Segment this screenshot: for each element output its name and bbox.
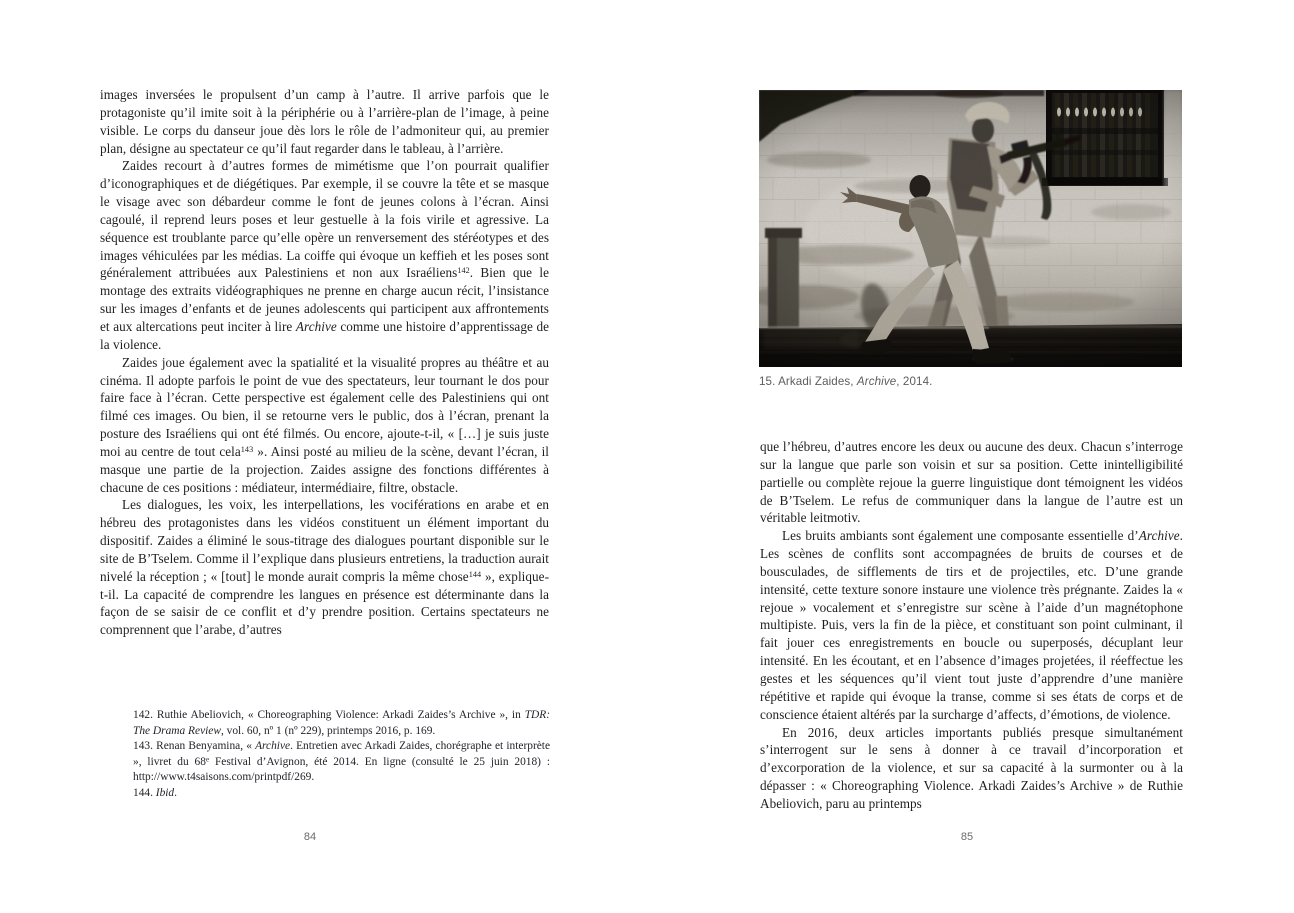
figure-photo [759,90,1182,367]
page-number-left: 84 [303,831,317,843]
page-number-right: 85 [960,831,974,843]
paragraph: 144. Ibid. [133,786,177,799]
left-page-body-text [100,86,549,639]
right-page-body-text [760,438,1183,813]
paragraph: Les dialogues, les voix, les interpellations, les vociférations en arabe et en hébreu des protagonistes dans les vidéos constituent un élément important du dispositif. Zaides a éliminé le sous-titrage des dialogues pourtant disponible sur le site de B’Tselem. Comme il l’explique dans plusieurs entretiens, la traduction aurait nivelé la réception ; « [tout] le monde aurait compris la même chose$^{144}$ », explique-t-il. La capacité de comprendre les langues en présence est déterminante dans la façon de se saisir de ce conflit et d’y prendre position. Certains spectateurs ne comprennent que l’arabe, d’autres [100,497,550,638]
paragraph: que l’hébreu, d’autres encore les deux ou aucune des deux. Chacun s’interroge sur la langue que parle son voisin et sur sa position. Cette inintelligibilité partielle ou complète rejoue la guerre linguistique dont témoignent les vidéos de B’Tselem. Le refus de communiquer dans la langue de l’autre est un véritable leitmotiv. [760,439,1183,526]
paragraph: Les bruits ambiants sont également une composante essentielle d’Archive. Les scènes de conflits sont accompagnées de bruits de courses et de bousculades, de sifflements de tirs et de projectiles, etc. D’une grande intensité, cette texture sonore instaure une violence très prégnante. Zaides la « rejoue » vocalement et s’enregistre sur scène à l’aide d’un magnétophone multipiste. Puis, vers la fin de la pièce, et constituant son point culminant, il fait jouer ces enregistrements en boucle ou superposés, décuplant leur intensité. En les écoutant, et en l’absence d’images projetées, il réeffectue les gestes et les séquences qu’il vient tout juste d’apprendre d’une manière répétitive et rapide qui évoque la transe, comme si ses états de corps et de conscience étaient altérés par la surcharge d’affects, d’émotions, de violence. [760,528,1183,722]
paragraph: images inversées le propulsent d’un camp à l’autre. Il arrive parfois que le protagoniste qu’il imite soit à la périphérie ou à l’arrière-plan de l’image, à peine visible. Le corps du danseur joue dès lors le rôle de l’admoniteur qui, au premier plan, désigne au spectateur ce qu’il faut regarder dans le tableau, à l’arrière. [100,87,549,156]
paragraph: Zaides recourt à d’autres formes de mimétisme que l’on pourrait qualifier d’iconographiques et de diégétiques. Par exemple, il se couvre la tête et se masque le visage avec son débardeur comme le font de jeunes colons à l’écran. Ainsi cagoulé, il reprend leurs poses et leur gestuelle à la fois virile et agressive. La séquence est troublante parce qu’elle opère un renversement des stéréotypes et des images véhiculées par les médias. La coiffe qui évoque un keffieh et les poses sont généralement attribuées aux Palestiniens et non aux Israéliens$^{142}$. Bien que le montage des extraits vidéographiques ne prenne en charge aucun récit, l’insistance sur les images d’enfants et de jeunes adolescents qui participent aux affrontements et aux altercations peut inciter à lire Archive comme une histoire d’apprentissage de la violence. [100,158,550,352]
paragraph: 143. Renan Benyamina, « Archive. Entretien avec Arkadi Zaides, chorégraphe et interprète », livret du 68e Festival d’Avignon, été 2014. En ligne (consulté le 25 juin 2018) : http://www.t4saisons.com/printpdf/269. [133,740,551,783]
paragraph: En 2016, deux articles importants publiés presque simultanément s’interrogent sur le sens à donner à ce travail d’incorporation et d’excorporation de la violence, et sur sa capacité à la surmonter ou à la dépasser : « Choreographing Violence. Arkadi Zaides’s Archive » de Ruthie Abeliovich, paru au printemps [760,724,1183,811]
photo-grain [759,90,1182,367]
paragraph: Zaides joue également avec la spatialité et la visualité propres au théâtre et au cinéma. Il adopte parfois le point de vue des spectateurs, leur tournant le dos pour faire face à l’écran. Cette perspective est également celle des Palestiniens qui ont filmé ces images. Ou bien, il se retourne vers le public, dos à l’écran, prenant la posture des Israéliens qui ont été filmés. Ou encore, ajoute-t-il, « […] je suis juste moi au centre de tout cela$^{143}$ ». Ainsi posté au milieu de la scène, devant l’écran, il masque une partie de la projection. Zaides assigne des fonctions différentes à chacune de ces positions : médiateur, intermédiaire, filtre, obstacle. [100,354,549,495]
left-page-footnotes [133,708,550,801]
figure-caption: 15. Arkadi Zaides, Archive, 2014. [759,375,933,388]
paragraph: 142. Ruthie Abeliovich, « Choreographing Violence: Arkadi Zaides’s Archive », in TDR: The Drama Review, vol. 60, nº 1 (nº 229), printemps 2016, p. 169. [133,709,550,737]
